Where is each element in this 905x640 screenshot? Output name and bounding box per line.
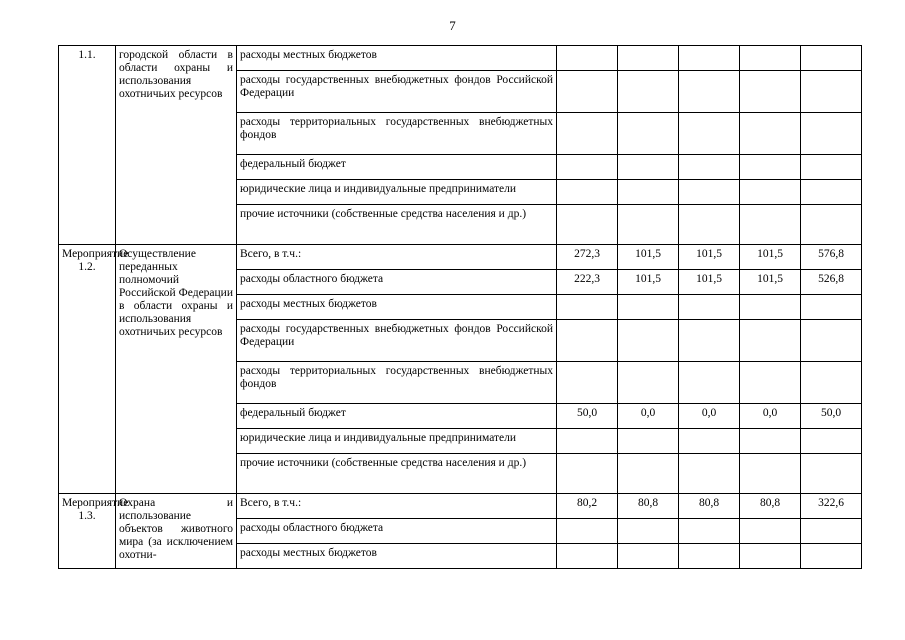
amount-cell — [801, 544, 862, 569]
amount-cell: 101,5 — [740, 245, 801, 270]
amount-cell — [618, 113, 679, 155]
amount-cell: 80,8 — [618, 494, 679, 519]
amount-cell — [801, 205, 862, 245]
amount-cell — [801, 519, 862, 544]
amount-cell: 80,2 — [557, 494, 618, 519]
amount-cell — [740, 454, 801, 494]
amount-cell — [679, 46, 740, 71]
funding-source-cell: расходы государственных внебюджетных фондов Российской Федерации — [237, 320, 557, 362]
amount-cell — [801, 71, 862, 113]
amount-cell — [740, 362, 801, 404]
funding-source-cell: расходы местных бюджетов — [237, 46, 557, 71]
amount-cell: 80,8 — [740, 494, 801, 519]
funding-source-cell: расходы областного бюджета — [237, 519, 557, 544]
amount-cell — [679, 429, 740, 454]
amount-cell — [801, 429, 862, 454]
funding-source-cell: прочие источники (собственные средства населения и др.) — [237, 454, 557, 494]
amount-cell: 101,5 — [679, 245, 740, 270]
funding-source-cell: юридические лица и индивидуальные предприниматели — [237, 429, 557, 454]
amount-cell — [740, 519, 801, 544]
amount-cell: 526,8 — [801, 270, 862, 295]
amount-cell — [618, 155, 679, 180]
amount-cell — [557, 544, 618, 569]
amount-cell — [679, 320, 740, 362]
amount-cell — [679, 295, 740, 320]
activity-name-cell: городской области в области охраны и использования охотничьих ресурсов — [116, 46, 237, 245]
amount-cell: 50,0 — [801, 404, 862, 429]
funding-source-cell: расходы областного бюджета — [237, 270, 557, 295]
funding-source-cell: расходы территориальных государственных внебюджетных фондов — [237, 362, 557, 404]
amount-cell: 576,8 — [801, 245, 862, 270]
amount-cell: 0,0 — [740, 404, 801, 429]
amount-cell — [801, 362, 862, 404]
amount-cell: 80,8 — [679, 494, 740, 519]
activity-number-cell: Мероприятие 1.2. — [59, 245, 116, 494]
funding-source-cell: Всего, в т.ч.: — [237, 494, 557, 519]
amount-cell — [740, 155, 801, 180]
amount-cell — [801, 295, 862, 320]
funding-source-cell: федеральный бюджет — [237, 404, 557, 429]
amount-cell — [679, 155, 740, 180]
amount-cell — [557, 362, 618, 404]
amount-cell: 272,3 — [557, 245, 618, 270]
amount-cell — [557, 180, 618, 205]
amount-cell — [618, 519, 679, 544]
amount-cell — [557, 454, 618, 494]
amount-cell — [557, 155, 618, 180]
amount-cell — [740, 71, 801, 113]
amount-cell — [557, 429, 618, 454]
activity-name-cell: Осуществление переданных полномочий Российской Федерации в области охраны и использования охотничьих ресурсов — [116, 245, 237, 494]
funding-source-cell: расходы местных бюджетов — [237, 544, 557, 569]
amount-cell: 101,5 — [618, 245, 679, 270]
table-row — [59, 46, 862, 71]
amount-cell: 101,5 — [679, 270, 740, 295]
amount-cell — [801, 180, 862, 205]
amount-cell: 101,5 — [618, 270, 679, 295]
funding-source-cell: прочие источники (собственные средства населения и др.) — [237, 205, 557, 245]
page-number: 7 — [449, 18, 456, 33]
amount-cell — [679, 544, 740, 569]
amount-cell — [557, 46, 618, 71]
table-body — [59, 46, 862, 569]
amount-cell — [679, 362, 740, 404]
amount-cell — [679, 71, 740, 113]
table-row — [59, 245, 862, 270]
amount-cell — [618, 362, 679, 404]
funding-source-cell: федеральный бюджет — [237, 155, 557, 180]
amount-cell — [618, 180, 679, 205]
amount-cell — [679, 113, 740, 155]
amount-cell — [557, 320, 618, 362]
amount-cell — [618, 205, 679, 245]
amount-cell — [740, 46, 801, 71]
amount-cell — [618, 46, 679, 71]
amount-cell — [557, 295, 618, 320]
amount-cell — [618, 71, 679, 113]
amount-cell — [740, 320, 801, 362]
amount-cell — [801, 155, 862, 180]
amount-cell: 222,3 — [557, 270, 618, 295]
amount-cell — [740, 113, 801, 155]
amount-cell — [740, 180, 801, 205]
amount-cell — [740, 205, 801, 245]
amount-cell — [679, 454, 740, 494]
funding-source-cell: расходы местных бюджетов — [237, 295, 557, 320]
activity-number-cell: Мероприятие 1.3. — [59, 494, 116, 569]
budget-table — [58, 45, 862, 569]
amount-cell — [557, 113, 618, 155]
amount-cell: 50,0 — [557, 404, 618, 429]
amount-cell — [679, 205, 740, 245]
activity-name-cell: Охрана и использование объектов животного мира (за исключением охотни- — [116, 494, 237, 569]
amount-cell — [740, 295, 801, 320]
funding-source-cell: расходы государственных внебюджетных фондов Российской Федерации — [237, 71, 557, 113]
amount-cell — [557, 71, 618, 113]
amount-cell — [801, 113, 862, 155]
activity-number-cell: 1.1. — [59, 46, 116, 245]
amount-cell: 0,0 — [618, 404, 679, 429]
amount-cell: 322,6 — [801, 494, 862, 519]
amount-cell — [618, 544, 679, 569]
amount-cell — [740, 544, 801, 569]
amount-cell — [618, 320, 679, 362]
funding-source-cell: Всего, в т.ч.: — [237, 245, 557, 270]
amount-cell — [679, 519, 740, 544]
funding-source-cell: расходы территориальных государственных внебюджетных фондов — [237, 113, 557, 155]
amount-cell — [618, 454, 679, 494]
amount-cell — [801, 320, 862, 362]
amount-cell — [801, 46, 862, 71]
amount-cell: 0,0 — [679, 404, 740, 429]
funding-source-cell: юридические лица и индивидуальные предприниматели — [237, 180, 557, 205]
amount-cell — [618, 295, 679, 320]
amount-cell — [618, 429, 679, 454]
amount-cell — [557, 205, 618, 245]
amount-cell: 101,5 — [740, 270, 801, 295]
table-row — [59, 494, 862, 519]
amount-cell — [557, 519, 618, 544]
amount-cell — [679, 180, 740, 205]
amount-cell — [801, 454, 862, 494]
amount-cell — [740, 429, 801, 454]
